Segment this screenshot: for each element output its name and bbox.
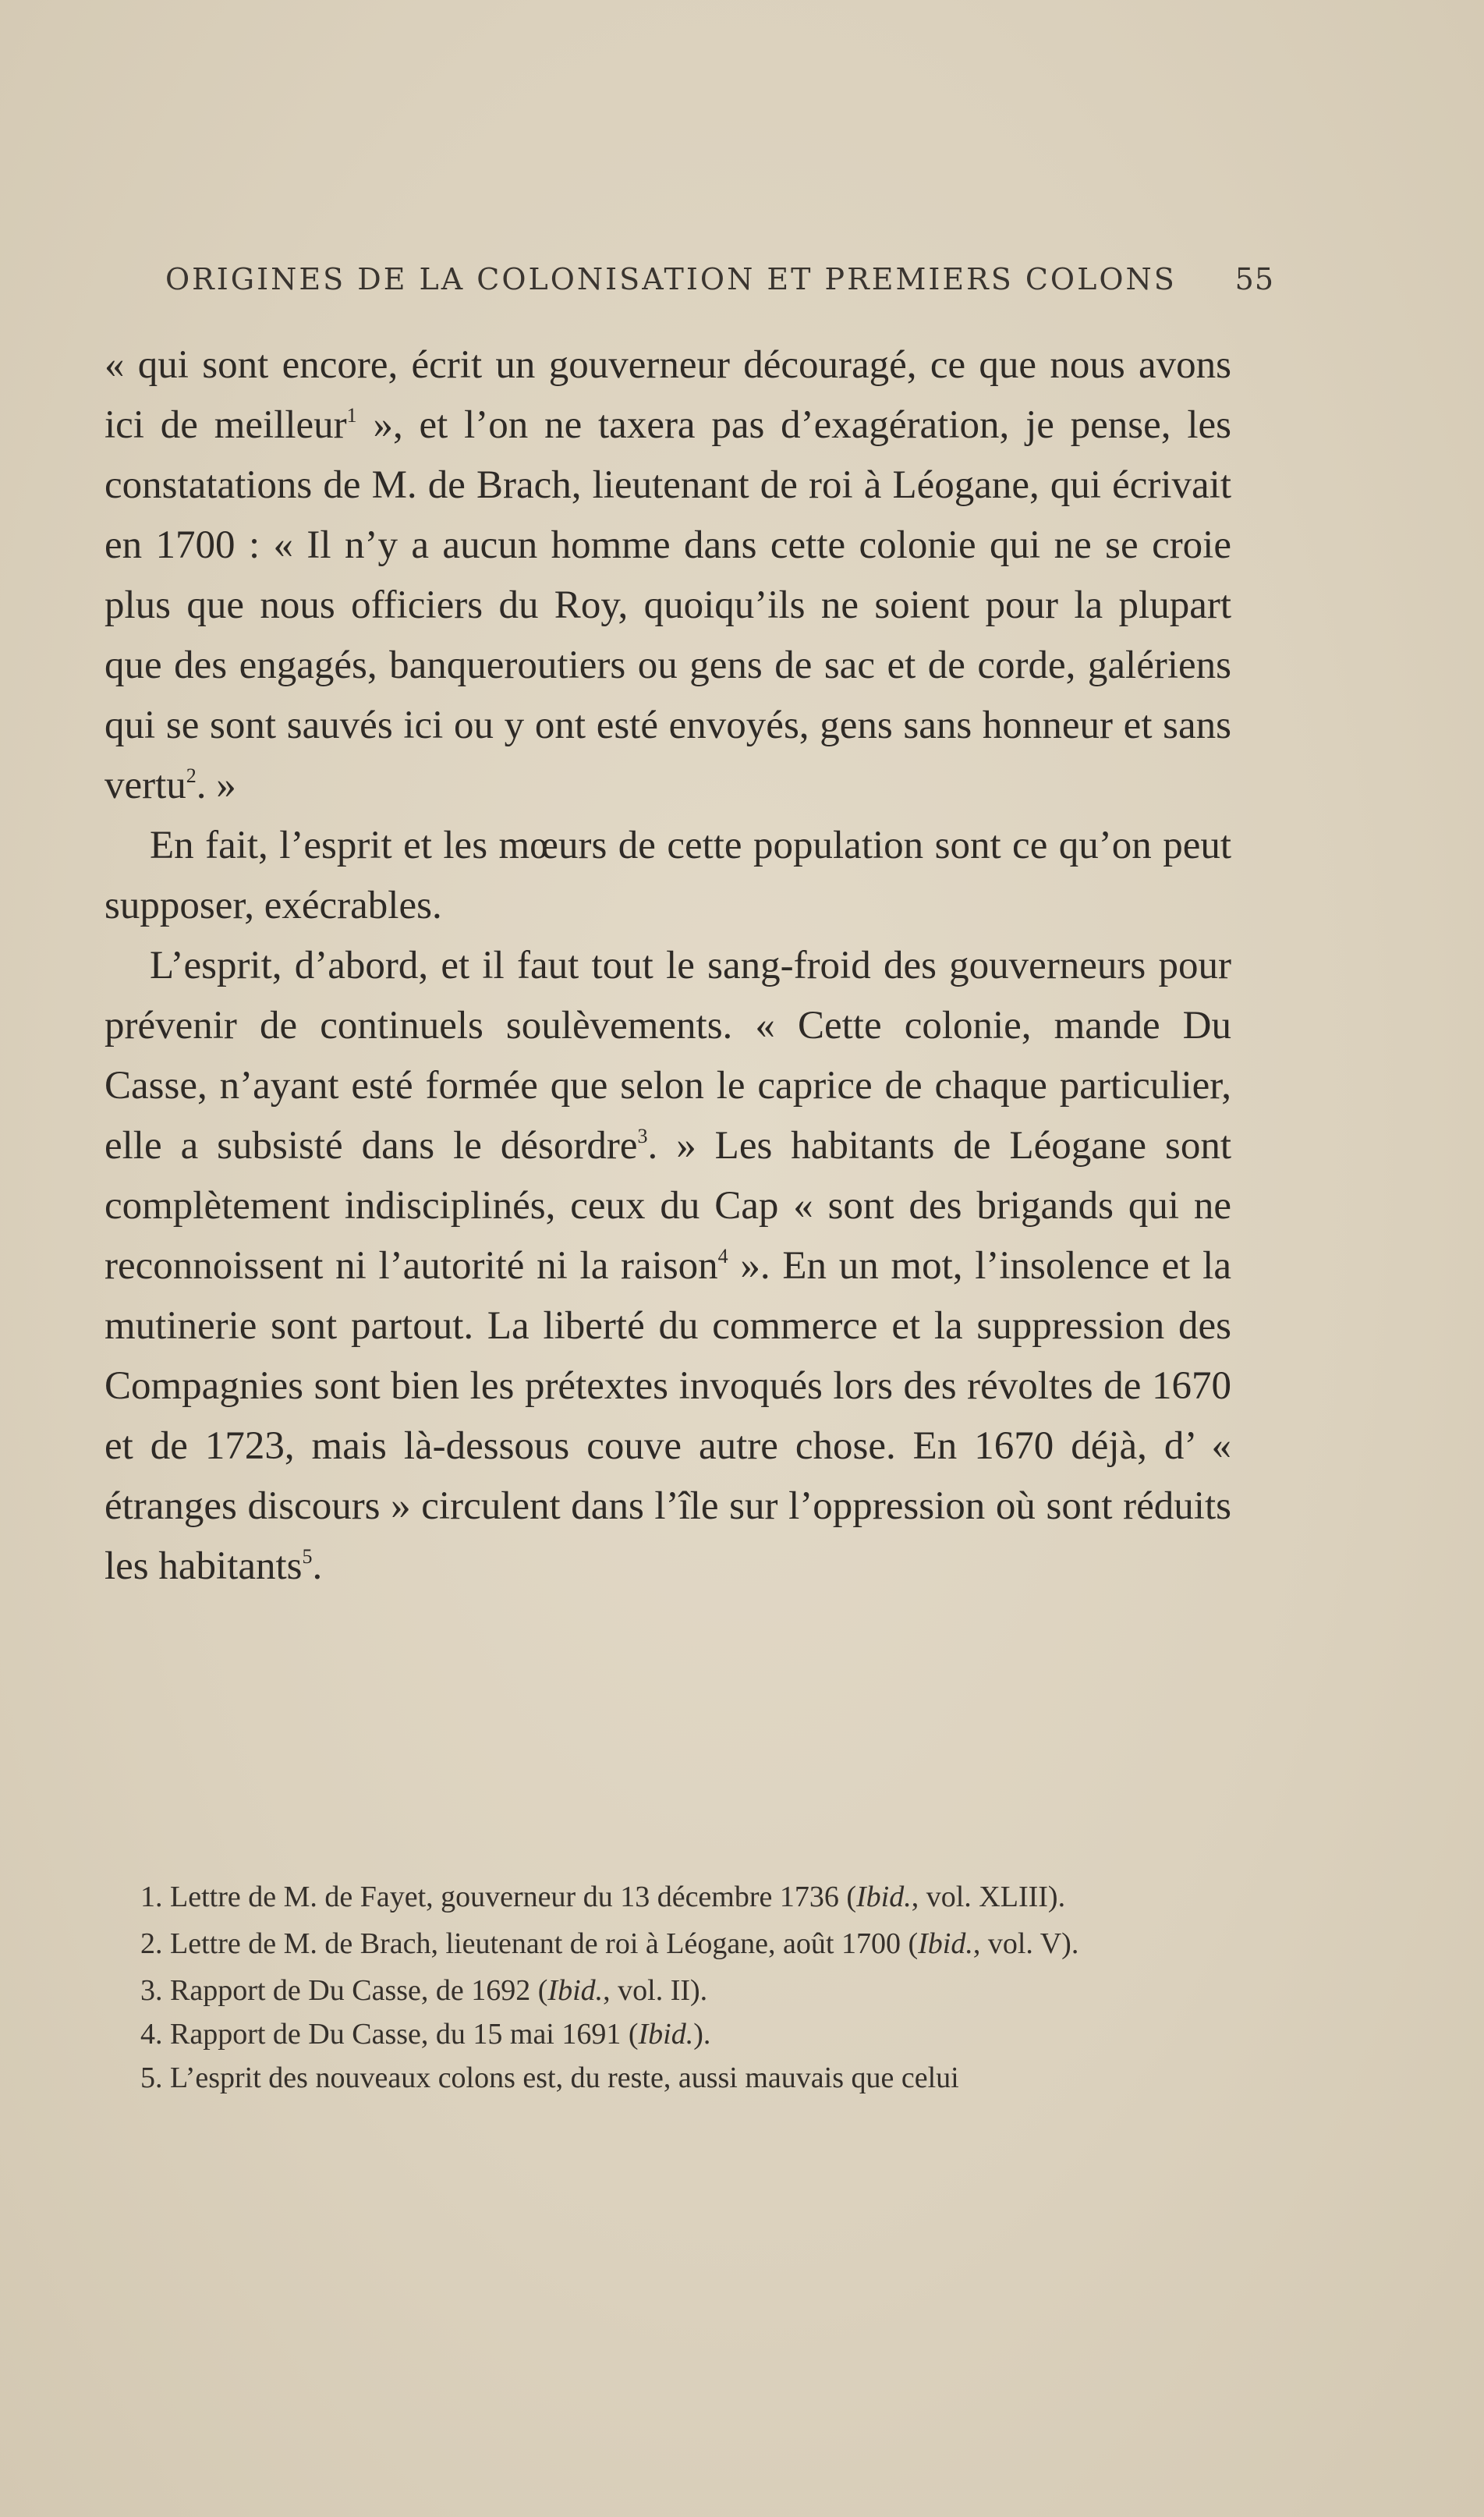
footnote-3: [104, 1972, 1231, 2009]
paragraph-2: En fait, l’esprit et les mœurs de cette population sont ce qu’on peut supposer, exécrables.: [104, 824, 1231, 927]
paragraph-1-text-b: », et l’on ne taxera pas d’exagération, je pense, les constatations de M. de Brach, lieutenant de roi à Léogane, qui écrivait en 1700 : « Il n’y a aucun homme dans cette colonie qui ne se croie plus que nous officiers du Roy, quoiqu’ils ne soient pour la plupart que des engagés, banqueroutiers ou gens de sac et de corde, galériens qui se sont sauvés ici ou y ont esté envoyés, gens sans honneur et sans vertu: [104, 403, 1231, 807]
footnote-4: [104, 2015, 1231, 2053]
page-number: 55: [1234, 262, 1274, 296]
footnote-5: [104, 2059, 1231, 2097]
footnote-ref-3: 3: [637, 1125, 648, 1147]
footnote-text: Lettre de M. de Brach, lieutenant de roi à Léogane, août 1700 (: [170, 1927, 919, 1960]
paragraph-3: [104, 936, 1231, 1597]
footnote-text: Rapport de Du Casse, de 1692 (: [170, 1974, 548, 2007]
footnote-ref-1: 1: [346, 404, 357, 427]
footnote-tail: , vol. XLIII).: [911, 1881, 1066, 1913]
footnote-2: [104, 1925, 1231, 1962]
footnote-number: 3.: [140, 1974, 163, 2007]
footnote-number: 4.: [140, 2018, 163, 2051]
paragraph-3-text-d: .: [312, 1544, 323, 1588]
footnote-tail: ).: [693, 2018, 711, 2051]
footnote-number: 2.: [140, 1927, 163, 1960]
footnote-ref-5: 5: [302, 1545, 313, 1568]
footnote-ibid: Ibid.: [856, 1881, 912, 1913]
footnote-ibid: Ibid.: [918, 1927, 973, 1960]
footnotes: [104, 1878, 1231, 2103]
paragraph-3-text-a: L’esprit, d’abord, et il faut tout le sang-froid des gouverneurs pour prévenir de continuels soulèvements. « Cette colonie, mande Du Casse, n’ayant esté formée que selon le caprice de chaque particulier, elle a subsisté dans le désordre: [104, 944, 1231, 1168]
paragraph-1-text-a: « qui sont encore, écrit un gouverneur découragé, ce que nous avons ici de meilleur: [104, 343, 1231, 447]
footnote-text: Rapport de Du Casse, du 15 mai 1691 (: [170, 2018, 639, 2051]
footnote-ref-4: 4: [717, 1245, 728, 1267]
running-title: ORIGINES DE LA COLONISATION ET PREMIERS COLONS: [165, 262, 1177, 296]
footnote-ref-2: 2: [186, 764, 197, 787]
paragraph-1-text-c: . »: [196, 764, 236, 807]
footnote-ibid: Ibid.: [547, 1974, 604, 2007]
running-header: [165, 262, 1274, 301]
main-text: [104, 335, 1231, 1597]
footnote-1: [104, 1878, 1231, 1916]
paragraph-3-text-c: ». En un mot, l’insolence et la mutinerie sont partout. La liberté du commerce et la suppression des Compagnies sont bien les prétextes invoqués lors des révoltes de 1670 et de 1723, mais là-dessous couve autre chose. En 1670 déjà, d’ « étranges discours » circulent dans l’île sur l’oppression où sont réduits les habitants: [104, 1244, 1231, 1588]
footnote-tail: , vol. V).: [972, 1927, 1079, 1960]
footnote-number: 5.: [140, 2061, 163, 2094]
footnote-number: 1.: [140, 1881, 163, 1913]
paragraph-1: [104, 335, 1231, 816]
footnote-text: L’esprit des nouveaux colons est, du reste, aussi mauvais que celui: [170, 2061, 959, 2094]
footnote-ibid: Ibid.: [638, 2018, 694, 2051]
footnote-tail: , vol. II).: [603, 1974, 708, 2007]
footnote-text: Lettre de M. de Fayet, gouverneur du 13 décembre 1736 (: [170, 1881, 857, 1913]
paragraph-3-text-b: . » Les habitants de Léogane sont complètement indisciplinés, ceux du Cap « sont des brigands qui ne reconnoissent ni l’autorité ni la raison: [104, 1124, 1232, 1288]
